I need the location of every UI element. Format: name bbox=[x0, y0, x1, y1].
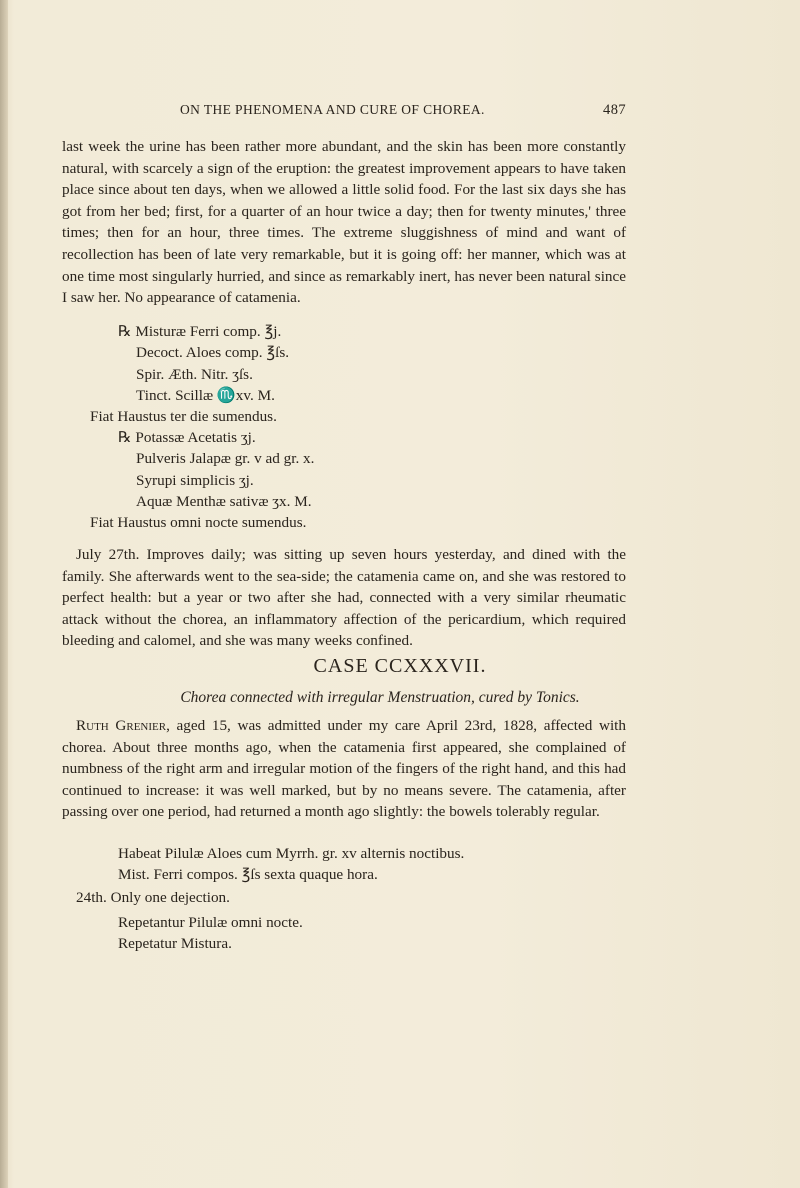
prescription-line: Decoct. Aloes comp. ℥ſs. bbox=[136, 344, 290, 362]
prescription-line: ℞ Potassæ Acetatis ʒj. bbox=[118, 429, 256, 446]
prescription-line: Repetatur Mistura. bbox=[118, 935, 232, 953]
prescription-3 bbox=[118, 843, 464, 886]
page-number: 487 bbox=[603, 102, 626, 118]
case-subtitle: Chorea connected with irregular Menstruation, cured by Tonics. bbox=[180, 689, 580, 706]
direction-1 bbox=[90, 406, 277, 427]
paragraph-continuation bbox=[62, 136, 626, 309]
prescription-4 bbox=[118, 912, 303, 955]
page-edge bbox=[0, 0, 8, 1188]
body-paragraph bbox=[62, 715, 626, 823]
prescription-line: Spir. Æth. Nitr. ʒſs. bbox=[136, 365, 253, 383]
body-paragraph: July 27th. Improves daily; was sitting up seven hours yesterday, and dined with the family. She afterwards went to the sea-side; the catamenia came on, and she was restored to perfect health: but a year or two after she had, connected with a very similar rheumatic attack without the chorea, an inflammatory affection of the pericardium, which required bleeding and calomel, and she was many weeks confined. bbox=[62, 546, 626, 650]
prescription-line: Pulveris Jalapæ gr. v ad gr. x. bbox=[136, 450, 315, 468]
running-head bbox=[62, 102, 626, 122]
prescription-direction: Fiat Haustus omni nocte sumendus. bbox=[90, 514, 307, 531]
case-heading: CASE CCXXXVII. bbox=[313, 655, 487, 677]
running-head-title: ON THE PHENOMENA AND CURE OF CHOREA. bbox=[180, 102, 485, 117]
body-paragraph: last week the urine has been rather more abundant, and the skin has been more constantly natural, with scarcely a sign of the eruption: the greatest improvement appears to have taken place since about ten days, when we allowed a little solid food. For the last six days she has got from her bed; first, for a quarter of an hour twice a day; then for twenty minutes,' three times; then for an hour, three times. The extreme sluggishness of mind and want of recollection has been of late very remarkable, but it is going off: her manner, which was at one time most singularly hurried, and since as remarkably inert, has never been natural since I saw her. No appearance of catamenia. bbox=[62, 138, 626, 307]
direction-2 bbox=[90, 512, 306, 533]
case-paragraph bbox=[62, 715, 626, 823]
prescription-line: Aquæ Menthæ sativæ ʒx. M. bbox=[136, 493, 312, 511]
prescription-direction: Fiat Haustus ter die sumendus. bbox=[90, 408, 277, 425]
prescription-line: Habeat Pilulæ Aloes cum Myrrh. gr. xv alternis noctibus. bbox=[118, 845, 465, 862]
dated-entry: 24th. Only one dejection. bbox=[76, 889, 230, 906]
prescription-line: Syrupi simplicis ʒj. bbox=[136, 471, 254, 489]
prescription-line: Repetantur Pilulæ omni nocte. bbox=[118, 914, 303, 931]
case-text: aged 15, was admitted under my care April 23rd, 1828, affected with chorea. About three months ago, when the catamenia first appeared, she complained of numbness of the right arm and irregular motion of the fingers of the right hand, and this had continued to increase: it was well marked, but by no means severe. The catamenia, after passing over one period, had returned a month ago slightly: the bowels tolerably regular. bbox=[62, 717, 626, 821]
prescription-line: Tinct. Scillæ ♏xv. M. bbox=[136, 387, 275, 405]
prescription-2 bbox=[118, 427, 314, 513]
prescription-line: Mist. Ferri compos. ℥ſs sexta quaque hora. bbox=[118, 866, 378, 884]
patient-name: Ruth Grenier, bbox=[76, 717, 170, 734]
july-entry bbox=[62, 544, 626, 652]
prescription-line: ℞ Misturæ Ferri comp. ℥j. bbox=[118, 323, 282, 340]
entry-24th bbox=[76, 887, 230, 908]
prescription-1 bbox=[118, 321, 289, 407]
